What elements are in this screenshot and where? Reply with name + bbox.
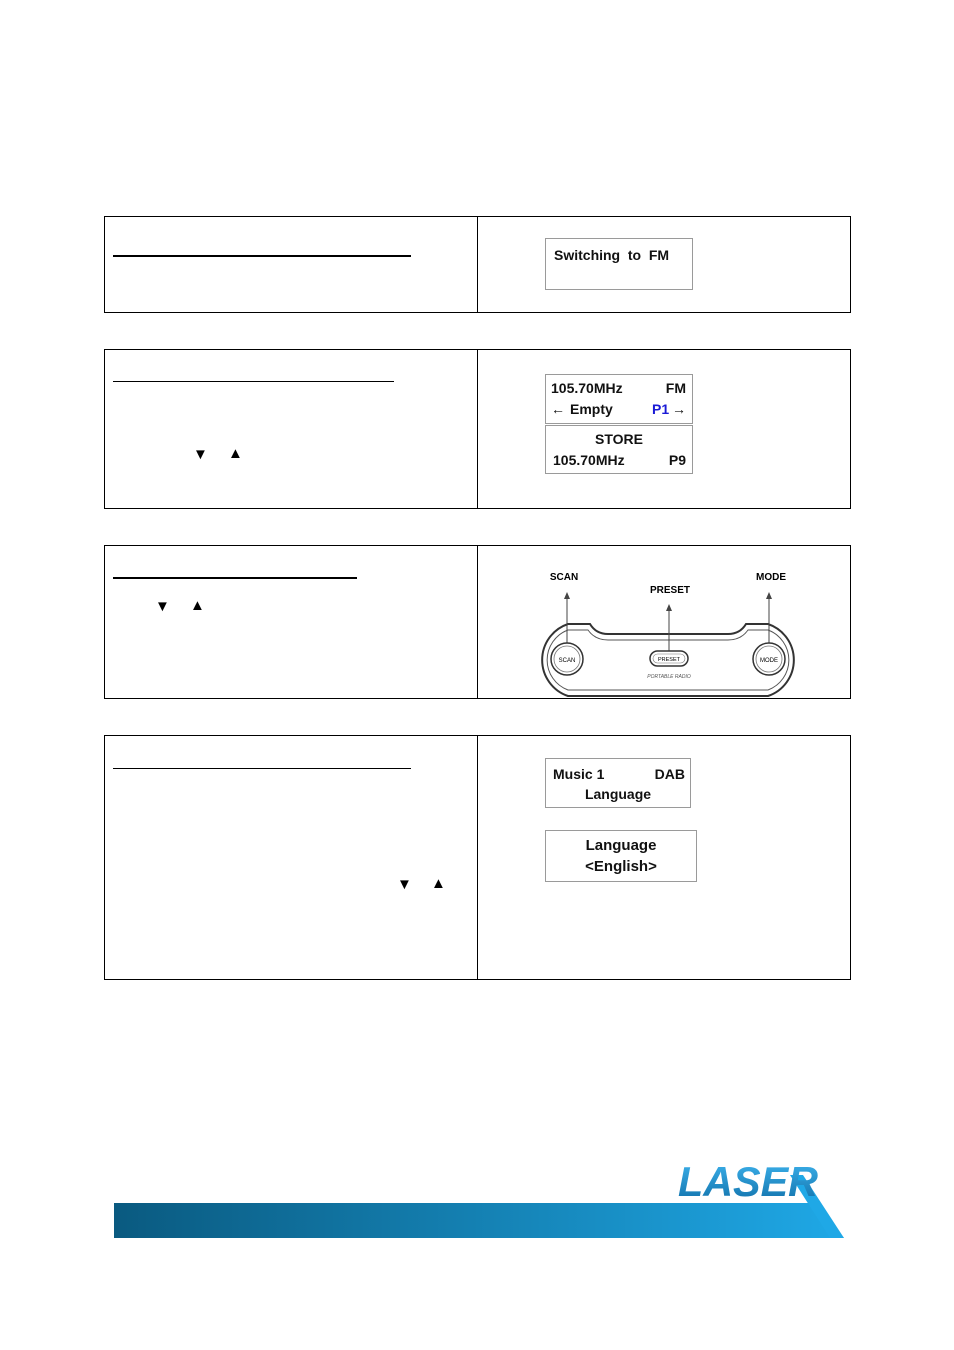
lcd-fm-preset-display — [545, 374, 693, 424]
right-arrow-icon: → — [672, 401, 686, 417]
left-arrow-icon: ← — [551, 401, 565, 417]
heading-underline — [113, 577, 357, 579]
lcd-switching-display — [545, 238, 693, 290]
lcd-language-title: Language — [585, 837, 657, 854]
lcd-preset-number: P1 — [652, 401, 670, 417]
laser-logo: LASER — [678, 1158, 819, 1205]
lcd-status: Empty — [570, 401, 613, 417]
scan-button-label: SCAN — [558, 658, 576, 664]
section-store-preset — [104, 349, 851, 509]
lcd-text: Switching to FM — [554, 247, 670, 263]
scan-label: SCAN — [549, 572, 579, 583]
section-buttons — [104, 545, 851, 699]
lcd-store-frequency: 105.70MHz — [553, 452, 625, 468]
lcd-station-name: Music 1 — [553, 766, 605, 782]
heading-underline — [113, 381, 394, 382]
device-brand-text: PORTABLE RADIO — [647, 674, 691, 680]
lcd-language-display — [545, 830, 697, 882]
heading-underline — [113, 255, 411, 257]
down-arrow-icon: ▼ — [397, 876, 412, 893]
scan-button — [551, 643, 583, 675]
section-language — [104, 735, 851, 980]
preset-label: PRESET — [649, 585, 691, 596]
lcd-band: DAB — [654, 766, 685, 782]
lcd-menu-item: Language — [584, 786, 652, 802]
column-divider — [477, 350, 478, 508]
up-arrow-icon: ▲ — [228, 445, 243, 462]
mode-label: MODE — [756, 572, 786, 583]
lcd-store-title: STORE — [595, 431, 643, 447]
column-divider — [477, 217, 478, 312]
mode-button-label: MODE — [760, 658, 778, 664]
up-arrow-icon: ▲ — [190, 597, 205, 614]
footer-brand-bar — [0, 1140, 954, 1250]
lcd-language-value: <English> — [585, 858, 657, 875]
down-arrow-icon: ▼ — [155, 598, 170, 615]
lcd-dab-menu-display — [545, 758, 691, 808]
lcd-frequency: 105.70MHz — [551, 380, 623, 396]
column-divider — [477, 736, 478, 979]
lcd-store-slot: P9 — [668, 452, 686, 468]
preset-button-label: PRESET — [657, 657, 681, 663]
lcd-store-display — [545, 425, 693, 474]
preset-button — [650, 651, 688, 666]
up-arrow-icon: ▲ — [431, 875, 446, 892]
lcd-band: FM — [665, 380, 686, 396]
radio-front-panel-diagram — [478, 546, 850, 698]
mode-button — [753, 643, 785, 675]
down-arrow-icon: ▼ — [193, 446, 208, 463]
heading-underline — [113, 768, 411, 769]
section-switching-mode — [104, 216, 851, 313]
